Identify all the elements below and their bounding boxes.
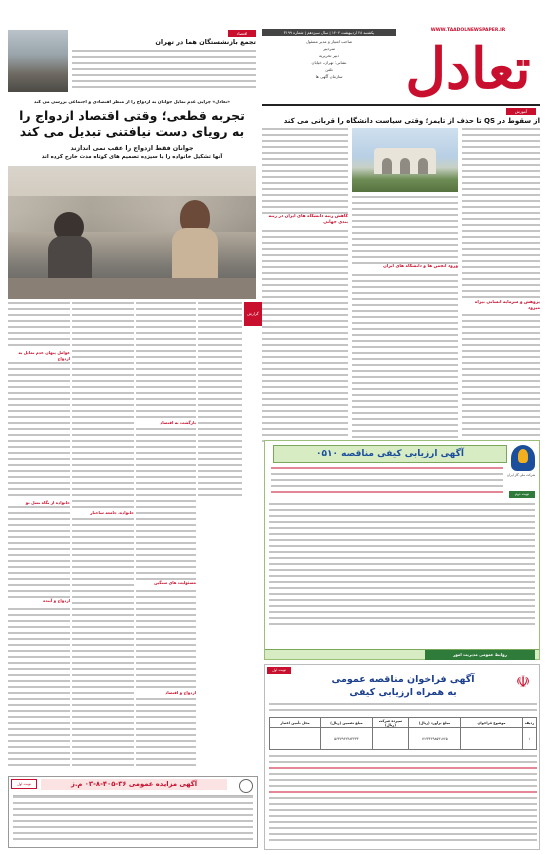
university-title[interactable]: از سقوط در QS تا حذف از تایمز؛ وقتی سیاست دانشگاه را قربانی می کند [283,117,540,125]
ad-gas-body [271,467,503,499]
marriage-subhead: خانواده، جامعه ساختار [72,510,134,516]
university-body-center [352,196,458,446]
marriage-title-1[interactable]: تجربه قطعی؛ وقتی اقتصاد ازدواج را [19,108,245,123]
ad-gas-company: شرکت ملی گاز ایران [506,473,536,477]
publisher-line: صاحب امتیاز و مدیر مسئول [305,39,353,44]
ad-auction [8,776,258,848]
marriage-section: گزارش [247,311,259,316]
ad-gas-title[interactable]: آگهی ارزیابی کیفی مناقصه ۰۵۱۰ [316,449,464,459]
university-body-left [262,128,348,448]
ad-tender-title-2[interactable]: به همراه ارزیابی کیفی [349,687,457,698]
website-url[interactable]: WWW.TAADOLNEWSPAPER.IR [430,28,506,33]
university-body-right [462,128,540,458]
ad-gas-title-bar [273,445,507,463]
ad-auction-table [13,795,253,845]
ad-gas-tag [509,491,535,498]
ad-tender [264,664,540,850]
marriage-subhead: مسئولیت های سنگین [136,580,196,586]
ad-tender-intro [269,703,537,717]
date-bar [262,29,396,36]
table-cell [461,728,523,750]
table-header: سپرده شرکت (ریال) [373,718,409,728]
ad-tender-title-1[interactable]: آگهی فراخوان مناقصه عمومی [331,674,475,685]
top-story-title[interactable]: تجمع بازنشستگان هما در تهران [155,38,256,46]
ad-tender-tag [267,667,291,674]
ad-tender-emblem-icon: ☫ [515,672,531,691]
marriage-section-tab [244,302,262,326]
marriage-col-4 [8,302,70,772]
table-cell: ۵۶۳۷۹۶۲۴۸۴۴۳۴ [321,728,373,750]
top-story-photo [8,30,68,92]
top-story-body [72,50,256,92]
marriage-subhead: ازدواج و آینده [8,598,70,604]
publisher-line: سردبیر [323,46,335,51]
marriage-col-2 [136,302,196,772]
marriage-subhead: بازگشت به اقتصاد [136,420,196,426]
marriage-kicker: «تعادل» چرایی عدم تمایل جوانان به ازدواج را از منظر اقتصادی و اجتماعی بررسی می کند [34,100,230,105]
publisher-line: دبیر تحریریه [318,53,340,58]
university-photo [352,128,458,192]
date-line: یکشنبه ۲۸ اردیبهشت ۱۴۰۴ | سال سیزدهم | شماره ۳۱۹۹ [283,30,375,35]
masthead-rule [262,104,540,106]
ad-auction-tag-text: نوبت اول [17,782,31,786]
marriage-title-2[interactable]: به رویای دست نیافتنی تبدیل می کند [19,124,245,139]
marriage-dek-2: آنها تشکیل خانواده را با سیزده تصمیم های کوتاه مدت خارج کرده اند [41,154,223,160]
top-story-section: اقتصاد [236,31,248,36]
university-subhead: ورود انجمن ها و دانشگاه های ایران [352,264,458,270]
marriage-subhead: ازدواج و اقتصاد [136,690,196,696]
table-cell: ۱۲۶۳۴۲۹۸۵۹۱۷۶۵ [409,728,461,750]
ad-gas-tag-text: نوبت دوم [514,492,530,496]
marriage-col-1 [198,302,242,502]
ad-auction-logo [239,779,253,793]
university-subhead: پژوهش و سرمایه انسانی بیراه میرود [462,300,540,312]
masthead [395,28,541,120]
table-header: ردیف [523,718,537,728]
table-cell [373,728,409,750]
university-section: آموزش [514,109,528,114]
ad-tender-tag-text: نوبت اول [272,668,286,672]
ad-auction-tag [11,779,37,789]
ad-tender-table [269,717,537,750]
marriage-photo [8,166,256,299]
marriage-col-3 [72,302,134,772]
university-subhead: کاهش رتبه دانشگاه های ایران در رتبه بندی جهانی [262,214,348,226]
ad-gas [264,440,540,660]
publisher-line: نشانی: تهران، خیابان [311,60,347,65]
marriage-subhead: خانواده از نگاه نسل نو [8,500,70,506]
table-header: مبلغ تضمین (ریال) [321,718,373,728]
marriage-dek-1: جوانان فقط ازدواج را عقب نمی اندازند [70,145,194,152]
publisher-line: سازمان آگهی ها [315,74,343,79]
publisher-line: تلفن [325,67,333,72]
table-cell [270,728,321,750]
ad-tender-body [269,755,537,847]
university-section-tab [506,108,536,115]
top-story-section-tab [228,30,256,37]
table-row [270,728,537,750]
newspaper-logo: تعادل [405,36,531,102]
table-cell: ۱ [523,728,537,750]
ad-gas-footer-text: روابط عمومی مدیریت امور [425,650,535,660]
table-header-row [270,718,537,728]
table-header: موضوع فراخوان [461,718,523,728]
publisher-info [262,38,396,88]
ad-gas-details [269,503,535,633]
ad-gas-footer [265,649,539,659]
table-header: مبلغ برآورد (ریال) [409,718,461,728]
table-header: محل تأمین اعتبار [270,718,321,728]
marriage-subhead: عوامل پنهان عدم تمایل به ازدواج [8,350,70,362]
ad-gas-logo [511,445,535,471]
ad-auction-title[interactable]: آگهی مزایده عمومی ۳۶-۴۰۵-۸-۰۳ م.ز [41,779,227,790]
